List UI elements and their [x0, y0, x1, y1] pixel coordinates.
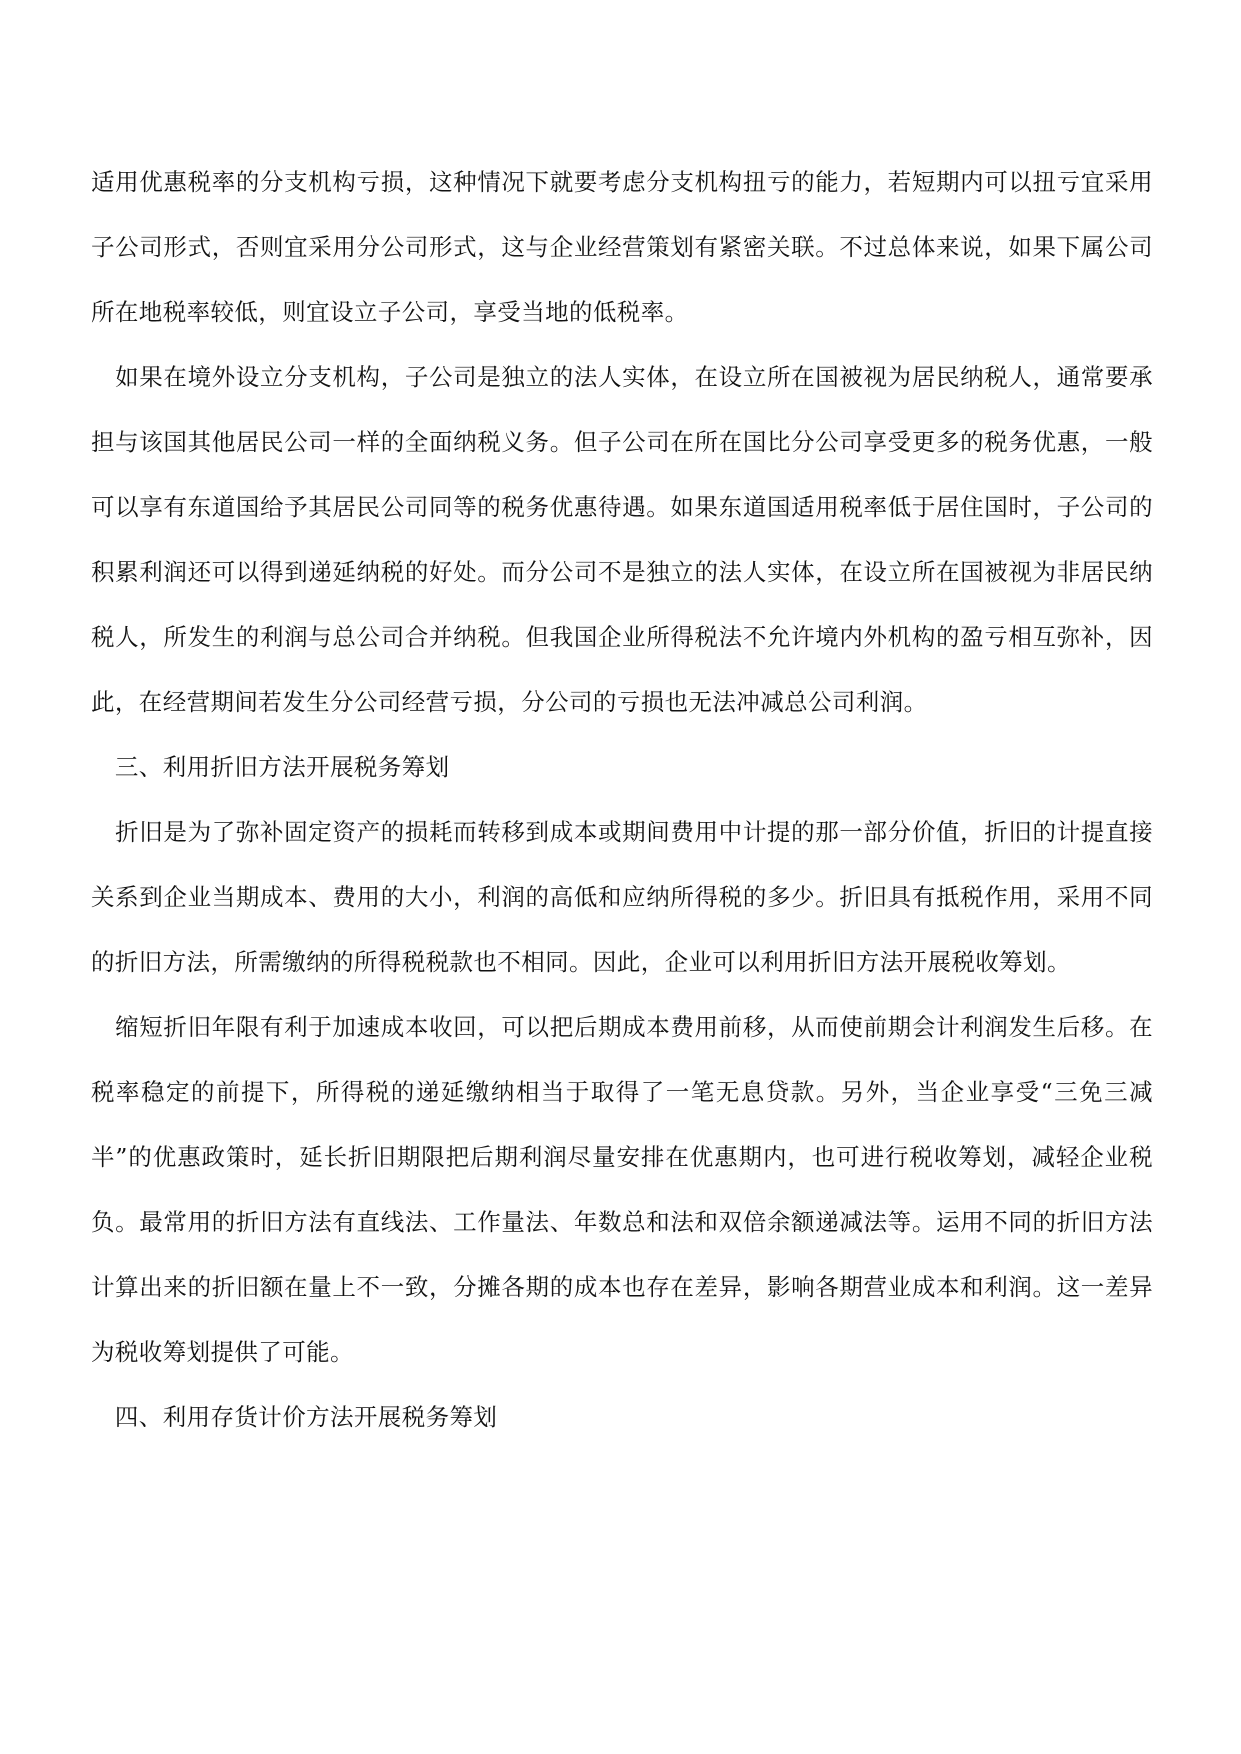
paragraph-branch-loss: 适用优惠税率的分支机构亏损，这种情况下就要考虑分支机构扭亏的能力，若短期内可以扭亏宜采用子公司形式，否则宜采用分公司形式，这与企业经营策划有紧密关联。不过总体来说，如果下属公司所在地税率较低，则宜设立子公司，享受当地的低税率。 [91, 168, 1153, 326]
section-heading-depreciation: 三、利用折旧方法开展税务筹划 [91, 753, 450, 781]
paragraph-depreciation-intro: 折旧是为了弥补固定资产的损耗而转移到成本或期间费用中计提的那一部分价值，折旧的计提直接关系到企业当期成本、费用的大小，利润的高低和应纳所得税的多少。折旧具有抵税作用，采用不同的折旧方法，所需缴纳的所得税税款也不相同。因此，企业可以利用折旧方法开展税收筹划。 [91, 818, 1153, 976]
paragraph-overseas-branch: 如果在境外设立分支机构，子公司是独立的法人实体，在设立所在国被视为居民纳税人，通常要承担与该国其他居民公司一样的全面纳税义务。但子公司在所在国比分公司享受更多的税务优惠，一般可以享有东道国给予其居民公司同等的税务优惠待遇。如果东道国适用税率低于居住国时，子公司的积累利润还可以得到递延纳税的好处。而分公司不是独立的法人实体，在设立所在国被视为非居民纳税人，所发生的利润与总公司合并纳税。但我国企业所得税法不允许境内外机构的盈亏相互弥补，因此，在经营期间若发生分公司经营亏损，分公司的亏损也无法冲减总公司利润。 [91, 363, 1153, 716]
paragraph-depreciation-methods: 缩短折旧年限有利于加速成本收回，可以把后期成本费用前移，从而使前期会计利润发生后移。在税率稳定的前提下，所得税的递延缴纳相当于取得了一笔无息贷款。另外，当企业享受“三免三减半”的优惠政策时，延长折旧期限把后期利润尽量安排在优惠期内，也可进行税收筹划，减轻企业税负。最常用的折旧方法有直线法、工作量法、年数总和法和双倍余额递减法等。运用不同的折旧方法计算出来的折旧额在量上不一致，分摊各期的成本也存在差异，影响各期营业成本和利润。这一差异为税收筹划提供了可能。 [91, 1013, 1153, 1366]
document-body [91, 150, 1153, 1450]
section-heading-inventory: 四、利用存货计价方法开展税务筹划 [91, 1403, 498, 1431]
